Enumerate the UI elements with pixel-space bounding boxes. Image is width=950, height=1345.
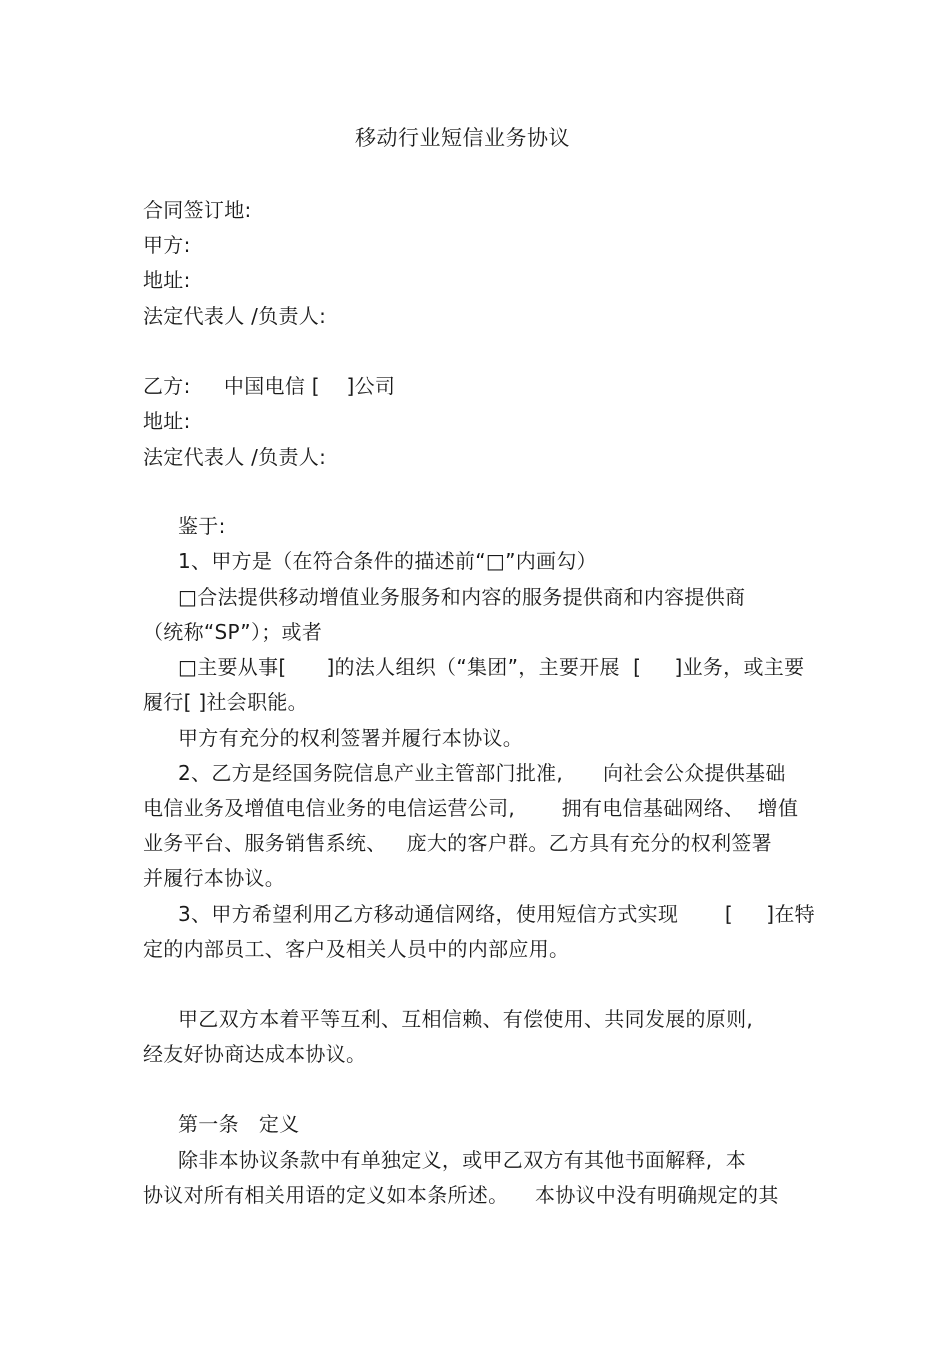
paragraph-line: 1、甲方是（在符合条件的描述前“□”内画勾） xyxy=(178,549,597,573)
party-b-field: 乙方: 中国电信 [ ]公司 xyxy=(143,374,396,398)
checkbox-option-line: □主要从事[ ]的法人组织（“集团”，主要开展 [ ]业务，或主要 xyxy=(178,655,805,679)
party-b-address-field: 地址: xyxy=(143,409,191,433)
paragraph-line: 履行[ ]社会职能。 xyxy=(143,690,308,714)
whereas-heading: 鉴于: xyxy=(178,514,226,538)
paragraph-line: 协议对所有相关用语的定义如本条所述。 本协议中没有明确规定的其 xyxy=(143,1183,779,1207)
paragraph-line: 甲方有充分的权利签署并履行本协议。 xyxy=(178,726,524,750)
sign-place-field: 合同签订地: xyxy=(143,198,252,222)
party-a-field: 甲方: xyxy=(143,233,191,257)
paragraph-line: 除非本协议条款中有单独定义，或甲乙双方有其他书面解释, 本 xyxy=(178,1148,747,1172)
paragraph-line: 业务平台、服务销售系统、 庞大的客户群。乙方具有充分的权利签署 xyxy=(143,831,772,855)
paragraph-line: 电信业务及增值电信业务的电信运营公司, 拥有电信基础网络、 增值 xyxy=(143,796,799,820)
checkbox-option-line: □合法提供移动增值业务服务和内容的服务提供商和内容提供商 xyxy=(178,585,746,609)
party-a-rep-field: 法定代表人 /负责人: xyxy=(143,304,327,328)
article-heading: 第一条 定义 xyxy=(178,1112,300,1136)
paragraph-line: 3、甲方希望利用乙方移动通信网络，使用短信方式实现 [ ]在特 xyxy=(178,902,815,926)
document-title: 移动行业短信业务协议 xyxy=(355,126,570,150)
paragraph-line: 经友好协商达成本协议。 xyxy=(143,1042,367,1066)
paragraph-line: 并履行本协议。 xyxy=(143,866,286,890)
paragraph-line: 定的内部员工、客户及相关人员中的内部应用。 xyxy=(143,937,570,961)
party-b-rep-field: 法定代表人 /负责人: xyxy=(143,445,327,469)
paragraph-line: 甲乙双方本着平等互利、互相信赖、有偿使用、共同发展的原则, xyxy=(178,1007,754,1031)
party-a-address-field: 地址: xyxy=(143,268,191,292)
paragraph-line: 2、乙方是经国务院信息产业主管部门批准, 向社会公众提供基础 xyxy=(178,761,786,785)
paragraph-line: （统称“SP”）；或者 xyxy=(143,620,323,644)
